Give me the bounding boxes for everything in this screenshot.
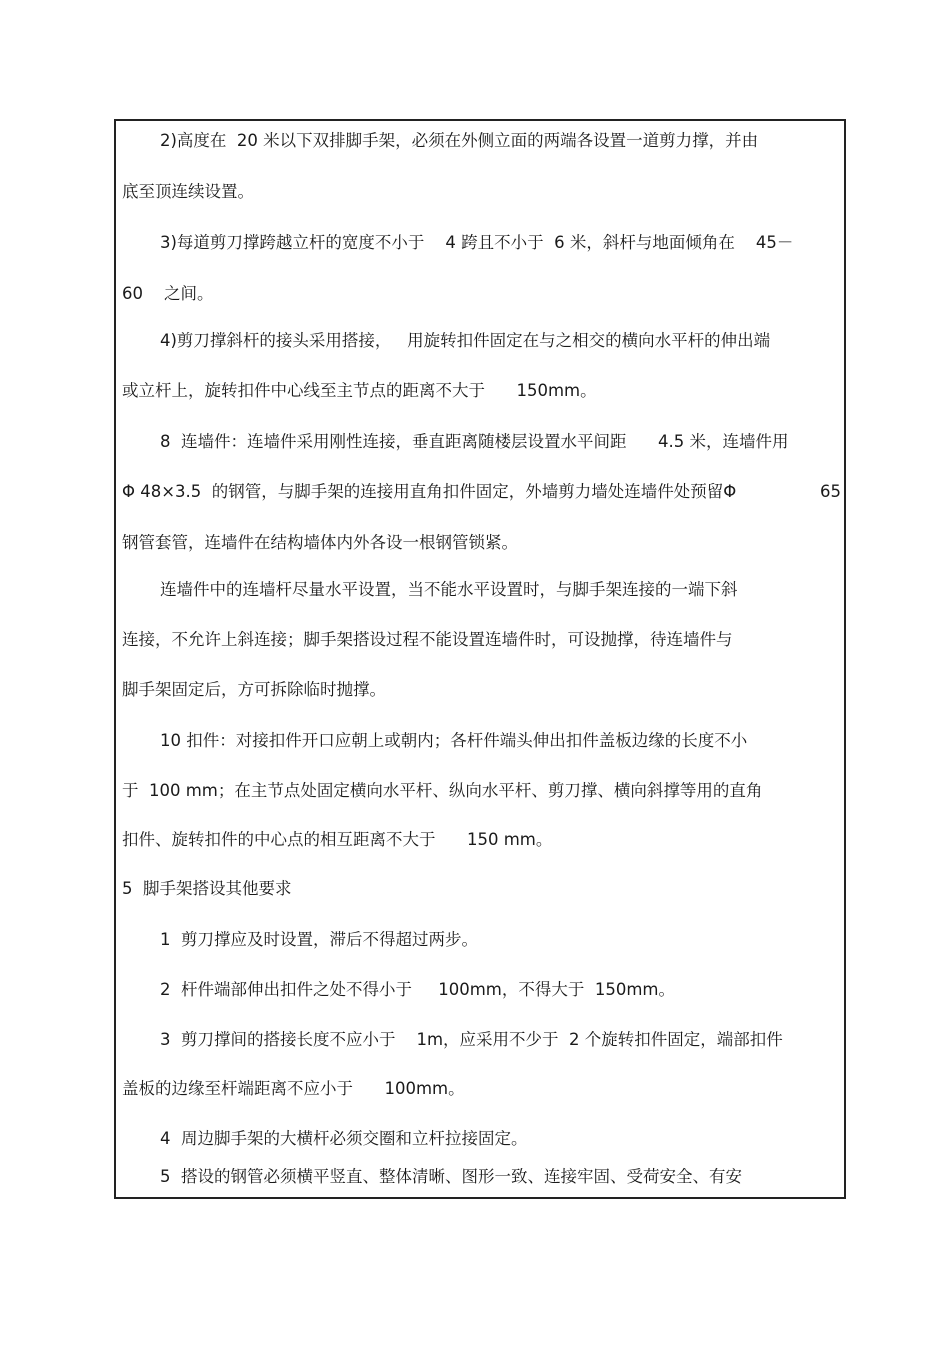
text-line: 底至顶连续设置。 [122,182,254,201]
text-line: 60 之间。 [122,284,214,303]
text-line-tail: 65 [820,482,841,501]
text-line: 脚手架固定后，方可拆除临时抛撑。 [122,680,386,699]
text-line: 钢管套管，连墙件在结构墙体内外各设一根钢管锁紧。 [122,533,518,552]
text-line: 3)每道剪刀撑跨越立杆的宽度不小于 4 跨且不小于 6 米，斜杆与地面倾角在 45－ [160,233,794,252]
text-line: 于 100 mm；在主节点处固定横向水平杆、纵向水平杆、剪刀撑、横向斜撑等用的直角 [122,781,763,800]
text-line: 2 杆件端部伸出扣件之处不得小于 100mm，不得大于 150mm。 [160,980,675,999]
text-line: 扣件、旋转扣件的中心点的相互距离不大于 150 mm。 [122,830,553,849]
text-line: 5 搭设的钢管必须横平竖直、整体清晰、图形一致、连接牢固、受荷安全、有安 [160,1167,742,1186]
text-line: 4)剪刀撑斜杆的接头采用搭接， 用旋转扣件固定在与之相交的横向水平杆的伸出端 [160,331,771,350]
text-line: 1 剪刀撑应及时设置，滞后不得超过两步。 [160,930,478,949]
text-line: 3 剪刀撑间的搭接长度不应小于 1m，应采用不少于 2 个旋转扣件固定，端部扣件 [160,1030,783,1049]
text-line: 2)高度在 20 米以下双排脚手架，必须在外侧立面的两端各设置一道剪力撑，并由 [160,131,759,150]
text-line: Φ 48×3.5 的钢管，与脚手架的连接用直角扣件固定，外墙剪力墙处连墙件处预留Φ [122,482,737,501]
section-heading: 5 脚手架搭设其他要求 [122,879,292,898]
text-line: 4 周边脚手架的大横杆必须交圈和立杆拉接固定。 [160,1129,528,1148]
text-line: 或立杆上，旋转扣件中心线至主节点的距离不大于 150mm。 [122,381,597,400]
text-line: 8 连墙件：连墙件采用刚性连接，垂直距离随楼层设置水平间距 4.5 米，连墙件用 [160,432,789,451]
text-line: 连接，不允许上斜连接；脚手架搭设过程不能设置连墙件时，可设抛撑，待连墙件与 [122,630,733,649]
text-line: 连墙件中的连墙杆尽量水平设置，当不能水平设置时，与脚手架连接的一端下斜 [160,580,738,599]
text-line: 10 扣件：对接扣件开口应朝上或朝内；各杆件端头伸出扣件盖板边缘的长度不小 [160,731,748,750]
text-line: 盖板的边缘至杆端距离不应小于 100mm。 [122,1079,465,1098]
